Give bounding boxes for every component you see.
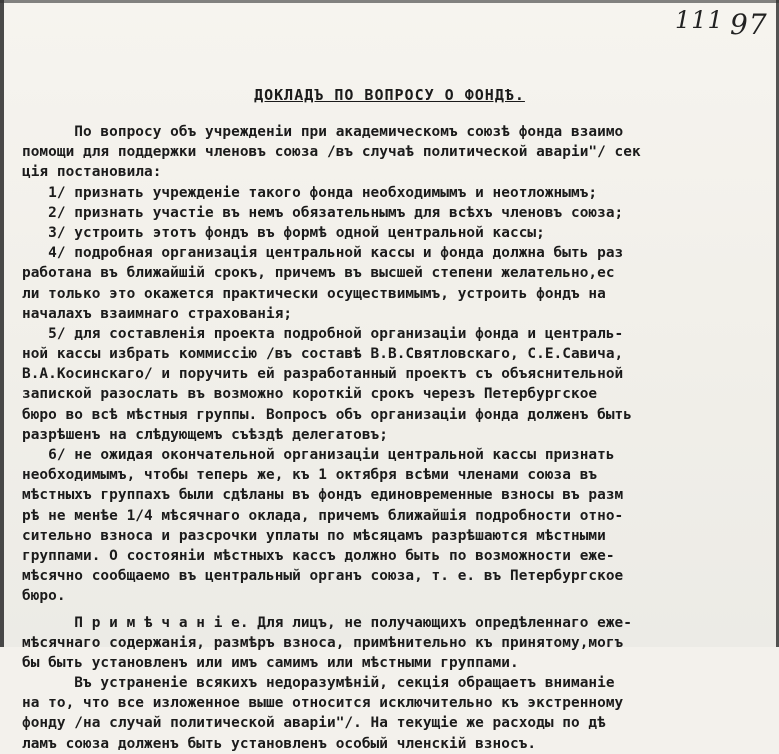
text-line: необходимымъ, чтобы теперь же, къ 1 октября всѣми членами союза въ [22, 467, 598, 484]
text-line: группами. О состояніи мѣстныхъ кассъ должно быть по возможности еже- [22, 547, 615, 564]
text-line: мѣсячно сообщаемо въ центральный органъ союза, т. е. въ Петербургское [22, 568, 624, 585]
text-line: бюро. [22, 588, 66, 605]
text-line: бюро во всѣ мѣстныя группы. Вопросъ объ организаціи фонда долженъ быть [22, 406, 632, 423]
text-line: П р и м ѣ ч а н і е. Для лицъ, не получающихъ опредѣленнаго еже- [22, 614, 632, 631]
text-line: 1/ признать учрежденіе такого фонда необходимымъ и неотложнымъ; [22, 184, 598, 201]
text-line: мѣстныхъ группахъ были сдѣланы въ фондъ единовременные взносы въ разм [22, 487, 624, 504]
text-line: 5/ для составленія проекта подробной организаціи фонда и централь- [22, 325, 624, 342]
text-line: ція постановила: [22, 164, 162, 181]
text-line: фонду /на случай политической аваріи"/. На текущіе же расходы по дѣ [22, 715, 606, 732]
archive-mark-primary: 111 [675, 6, 724, 34]
text-line: 6/ не ожидая окончательной организаціи центральной кассы признать [22, 447, 615, 463]
document-body [22, 122, 770, 754]
text-line: бы быть установленъ или имъ самимъ или мѣстными группами. [22, 654, 519, 671]
text-line: В.А.Косинскаго/ и поручить ей разработанный проектъ съ объяснительной [22, 366, 624, 383]
text-line: мѣсячнаго содержанія, размѣръ взноса, примѣнительно къ принятому,могъ [22, 634, 624, 651]
text-line: 3/ устроить этотъ фондъ въ формѣ одной центральной кассы; [22, 224, 545, 241]
text-line: ной кассы избрать коммиссію /въ составѣ В.В.Святловскаго, С.Е.Савича, [22, 346, 624, 363]
text-line: сительно взноса и разсрочки уплаты по мѣсяцамъ разрѣшаются мѣстными [22, 527, 606, 544]
document-title: ДОКЛАДЪ ПО ВОПРОСУ О ФОНДѢ. [254, 86, 525, 104]
text-line: ламъ союза долженъ быть установленъ особый членскій взносъ. [22, 735, 537, 752]
text-line: запиской разослать въ возможно короткій срокъ черезъ Петербургское [22, 386, 598, 403]
text-line: разрѣшенъ на слѣдующемъ съѣздѣ делегатовъ; [22, 426, 388, 443]
text-line: По вопросу объ учрежденіи при академическомъ союзѣ фонда взаимо [22, 124, 624, 140]
text-line: ли только это окажется практически осуществимымъ, устроить фондъ на [22, 285, 606, 302]
text-line: началахъ взаимнаго страхованія; [22, 305, 293, 322]
text-line: работана въ ближайшій срокъ, причемъ въ высшей степени желательно,ес [22, 265, 615, 282]
text-line: на то, что все изложенное выше относится исключительно къ экстренному [22, 695, 624, 712]
scan-edge-top [0, 0, 779, 3]
text-line: 4/ подробная организація центральной кассы и фонда должна быть раз [22, 245, 624, 262]
text-line: рѣ не менѣе 1/4 мѣсячнаго оклада, причемъ ближайшія подробности отно- [22, 507, 624, 524]
text-line: Въ устраненіе всякихъ недоразумѣній, секція обращаетъ вниманіе [22, 675, 615, 692]
archive-mark-secondary: 97 [730, 8, 768, 41]
text-line: 2/ признать участіе въ немъ обязательнымъ для всѣхъ членовъ союза; [22, 204, 624, 221]
text-line: помощи для поддержки членовъ союза /въ случаѣ политической аваріи"/ сек [22, 144, 641, 161]
